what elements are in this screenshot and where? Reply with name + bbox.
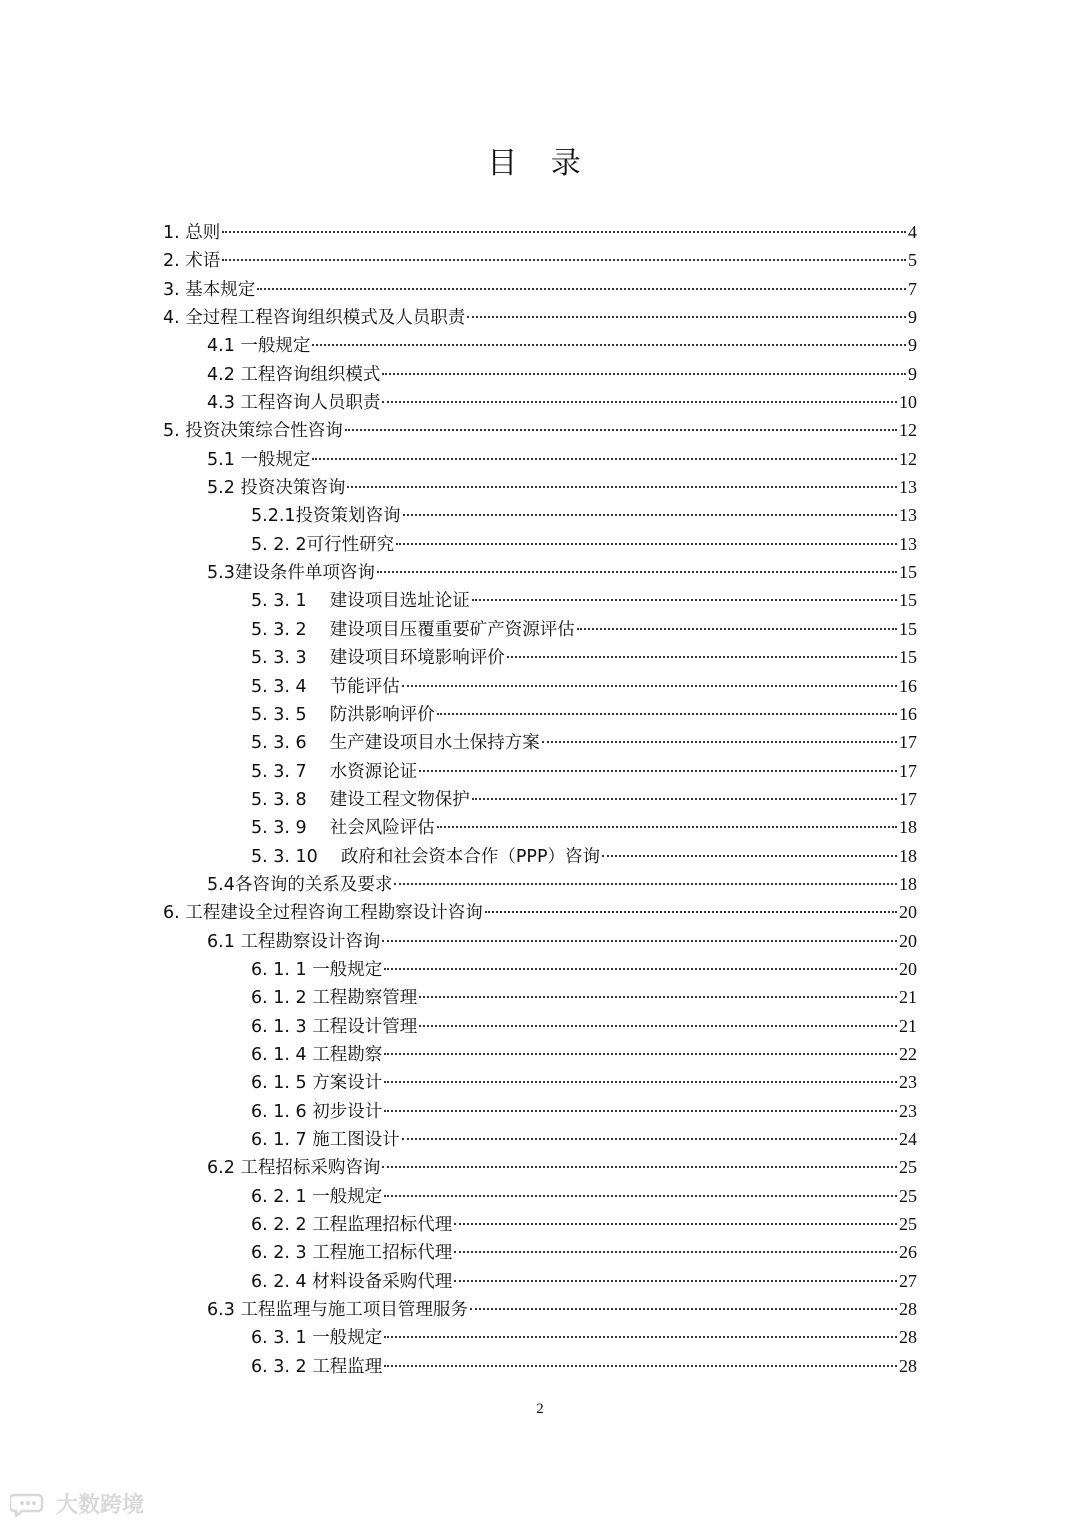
toc-entry-page: 28 (899, 1327, 917, 1348)
toc-entry[interactable] (163, 530, 917, 558)
toc-entry-page: 28 (899, 1299, 917, 1320)
toc-entry-page: 15 (899, 647, 917, 668)
toc-dot-leader (384, 1195, 897, 1197)
toc-dot-leader (419, 996, 897, 998)
toc-entry-page: 23 (899, 1100, 917, 1121)
page-number: 2 (536, 1401, 544, 1417)
toc-entry-label: 6. 2. 2 工程监理招标代理 (251, 1215, 453, 1236)
toc-entry-page: 18 (899, 873, 917, 894)
toc-entry-page: 18 (899, 845, 917, 866)
toc-entry-label: 6. 1. 6 初步设计 (251, 1101, 383, 1122)
toc-entry-page: 9 (908, 335, 917, 356)
toc-dot-leader (394, 883, 897, 885)
toc-entry-label: 6. 1. 1 一般规定 (251, 959, 383, 980)
toc-entry-label: 6. 1. 3 工程设计管理 (251, 1016, 418, 1037)
toc-entry[interactable] (163, 1097, 917, 1125)
toc-entry-label: 5.4各咨询的关系及要求 (207, 874, 393, 895)
toc-entry-page: 4 (908, 222, 917, 242)
toc-dot-leader (454, 1280, 897, 1282)
toc-entry-page: 26 (899, 1242, 917, 1263)
toc-dot-leader (384, 1336, 897, 1338)
toc-entry[interactable] (163, 1323, 917, 1351)
toc-entry[interactable] (163, 927, 917, 955)
toc-entry-page: 16 (899, 703, 917, 724)
toc-dot-leader (347, 486, 897, 488)
toc-entry-page: 18 (899, 817, 917, 838)
toc-entry[interactable] (163, 898, 917, 926)
watermark (10, 1488, 144, 1519)
toc-dot-leader (377, 571, 897, 573)
toc-entry-page: 16 (899, 675, 917, 696)
toc-entry[interactable] (163, 1210, 917, 1238)
toc-entry[interactable] (163, 275, 917, 303)
toc-entry[interactable] (163, 445, 917, 473)
toc-entry[interactable] (163, 672, 917, 700)
toc-entry-page: 24 (899, 1129, 917, 1149)
toc-entry[interactable] (163, 643, 917, 671)
toc-entry-label: 6. 1. 4 工程勘察 (251, 1044, 383, 1065)
toc-entry-label: 6. 1. 5 方案设计 (251, 1073, 383, 1094)
toc-entry[interactable] (163, 870, 917, 898)
toc-entry[interactable] (163, 586, 917, 614)
toc-entry[interactable] (163, 1238, 917, 1266)
table-of-contents (163, 218, 917, 1380)
toc-entry-page: 21 (899, 1015, 917, 1036)
toc-entry[interactable] (163, 360, 917, 388)
toc-entry-label: 5. 3. 10 政府和社会资本合作（PPP）咨询 (251, 846, 601, 867)
toc-entry[interactable] (163, 728, 917, 756)
toc-entry[interactable] (163, 1125, 917, 1153)
toc-entry-page: 22 (899, 1043, 917, 1064)
toc-entry-label: 5. 3. 9 社会风险评估 (251, 818, 435, 839)
toc-dot-leader (485, 911, 897, 913)
toc-entry[interactable] (163, 615, 917, 643)
toc-dot-leader (437, 713, 897, 715)
toc-entry-page: 5 (908, 250, 917, 271)
toc-dot-leader (222, 231, 906, 233)
toc-dot-leader (396, 543, 897, 545)
toc-entry-page: 28 (899, 1355, 917, 1376)
toc-dot-leader (257, 288, 906, 290)
toc-entry-label: 5. 3. 5 防洪影响评价 (251, 704, 435, 725)
toc-entry-page: 7 (908, 278, 917, 299)
toc-entry-label: 4.3 工程咨询人员职责 (207, 393, 381, 414)
toc-entry-label: 5. 3. 2 建设项目压覆重要矿产资源评估 (251, 619, 575, 640)
toc-entry-label: 6.2 工程招标采购咨询 (207, 1158, 381, 1179)
toc-entry-label: 6. 2. 3 工程施工招标代理 (251, 1243, 453, 1264)
toc-entry-label: 6. 2. 4 材料设备采购代理 (251, 1271, 453, 1292)
toc-dot-leader (602, 855, 897, 857)
toc-dot-leader (384, 968, 897, 970)
toc-entry-label: 3. 基本规定 (163, 279, 256, 300)
toc-dot-leader (472, 798, 897, 800)
toc-entry-page: 13 (899, 505, 917, 526)
toc-dot-leader (345, 429, 897, 431)
toc-dot-leader (402, 1138, 897, 1140)
toc-entry[interactable] (163, 842, 917, 870)
toc-entry[interactable] (163, 1040, 917, 1068)
toc-dot-leader (312, 344, 906, 346)
toc-entry[interactable] (163, 1295, 917, 1323)
toc-entry-label: 5. 3. 3 建设项目环境影响评价 (251, 648, 505, 669)
toc-entry[interactable] (163, 955, 917, 983)
toc-entry-label: 5.3建设条件单项咨询 (207, 563, 375, 584)
toc-entry-label: 5. 投资决策综合性咨询 (163, 421, 343, 442)
toc-entry[interactable] (163, 757, 917, 785)
toc-entry-page: 12 (899, 448, 917, 469)
toc-entry[interactable] (163, 1153, 917, 1181)
toc-dot-leader (384, 1081, 897, 1083)
toc-entry-label: 5.1 一般规定 (207, 449, 311, 470)
toc-entry-label: 6.1 工程勘察设计咨询 (207, 931, 381, 952)
toc-entry-label: 6. 1. 7 施工图设计 (251, 1130, 400, 1150)
toc-entry[interactable] (163, 813, 917, 841)
toc-entry-page: 25 (899, 1214, 917, 1235)
toc-dot-leader (437, 826, 897, 828)
toc-dot-leader (403, 514, 897, 516)
toc-dot-leader (382, 401, 897, 403)
toc-dot-leader (222, 259, 906, 261)
toc-entry[interactable] (163, 501, 917, 529)
toc-entry-label: 5. 3. 8 建设工程文物保护 (251, 789, 470, 810)
toc-dot-leader (454, 1223, 897, 1225)
toc-entry-label: 5. 3. 6 生产建设项目水土保持方案 (251, 733, 540, 754)
toc-entry-page: 20 (899, 958, 917, 979)
toc-entry-page: 20 (899, 902, 917, 923)
toc-entry-label: 5.2 投资决策咨询 (207, 478, 346, 499)
toc-entry-label: 5.2.1投资策划咨询 (251, 506, 401, 527)
toc-dot-leader (312, 458, 897, 460)
toc-entry-label: 6. 3. 1 一般规定 (251, 1328, 383, 1349)
toc-entry-page: 25 (899, 1157, 917, 1178)
toc-entry-page: 9 (908, 307, 917, 328)
toc-entry-page: 17 (899, 760, 917, 781)
toc-entry-page: 13 (899, 533, 917, 554)
toc-entry[interactable] (163, 331, 917, 359)
toc-entry-label: 5. 3. 4 节能评估 (251, 676, 400, 697)
toc-entry-page: 20 (899, 930, 917, 951)
toc-entry-page: 21 (899, 987, 917, 1008)
toc-entry[interactable] (163, 558, 917, 586)
toc-dot-leader (384, 1053, 897, 1055)
toc-dot-leader (419, 1025, 897, 1027)
toc-entry-label: 2. 术语 (163, 251, 221, 272)
chat-bubble-logo-icon (10, 1491, 50, 1517)
toc-entry[interactable] (163, 473, 917, 501)
toc-dot-leader (472, 599, 897, 601)
toc-entry-page: 12 (899, 420, 917, 441)
toc-dot-leader (382, 1166, 897, 1168)
watermark-text: 大数跨境 (56, 1493, 145, 1518)
toc-dot-leader (454, 1251, 897, 1253)
toc-entry[interactable] (163, 1182, 917, 1210)
toc-entry-page: 27 (899, 1270, 917, 1291)
toc-entry-label: 6. 工程建设全过程咨询工程勘察设计咨询 (163, 903, 483, 924)
toc-dot-leader (419, 770, 897, 772)
toc-entry[interactable] (163, 1068, 917, 1096)
toc-entry[interactable] (163, 303, 917, 331)
toc-entry[interactable] (163, 218, 917, 246)
toc-entry-page: 9 (908, 363, 917, 384)
page-title: 目 录 (487, 146, 593, 181)
toc-entry-page: 10 (899, 392, 917, 413)
toc-entry-label: 4. 全过程工程咨询组织模式及人员职责 (163, 308, 466, 329)
toc-entry[interactable] (163, 700, 917, 728)
toc-entry-label: 5. 3. 7 水资源论证 (251, 761, 418, 782)
toc-dot-leader (577, 628, 897, 630)
toc-entry-label: 6. 1. 2 工程勘察管理 (251, 988, 418, 1009)
toc-entry-label: 6.3 工程监理与施工项目管理服务 (207, 1300, 468, 1321)
toc-entry[interactable] (163, 983, 917, 1011)
toc-entry[interactable] (163, 416, 917, 444)
toc-dot-leader (507, 656, 897, 658)
toc-entry[interactable] (163, 785, 917, 813)
toc-entry[interactable] (163, 1012, 917, 1040)
toc-entry[interactable] (163, 1267, 917, 1295)
toc-dot-leader (467, 316, 906, 318)
toc-entry[interactable] (163, 1352, 917, 1380)
toc-entry-label: 4.2 工程咨询组织模式 (207, 364, 381, 385)
toc-dot-leader (384, 1110, 897, 1112)
toc-entry[interactable] (163, 388, 917, 416)
toc-entry-page: 13 (899, 477, 917, 498)
toc-entry-page: 17 (899, 732, 917, 753)
toc-entry-label: 5. 3. 1 建设项目选址论证 (251, 591, 470, 612)
toc-entry-label: 4.1 一般规定 (207, 336, 311, 357)
toc-dot-leader (402, 685, 897, 687)
toc-dot-leader (384, 1365, 897, 1367)
toc-dot-leader (382, 373, 906, 375)
toc-entry-label: 6. 3. 2 工程监理 (251, 1356, 383, 1377)
toc-entry-page: 15 (899, 618, 917, 639)
toc-dot-leader (470, 1308, 897, 1310)
toc-dot-leader (542, 741, 897, 743)
toc-entry-page: 23 (899, 1072, 917, 1093)
toc-entry-page: 15 (899, 562, 917, 583)
toc-entry-page: 15 (899, 590, 917, 611)
toc-entry-label: 1. 总则 (163, 223, 221, 243)
toc-entry-label: 5. 2. 2可行性研究 (251, 534, 395, 555)
toc-dot-leader (382, 940, 897, 942)
toc-entry[interactable] (163, 246, 917, 274)
toc-entry-page: 25 (899, 1185, 917, 1206)
toc-entry-label: 6. 2. 1 一般规定 (251, 1186, 383, 1207)
toc-entry-page: 17 (899, 788, 917, 809)
